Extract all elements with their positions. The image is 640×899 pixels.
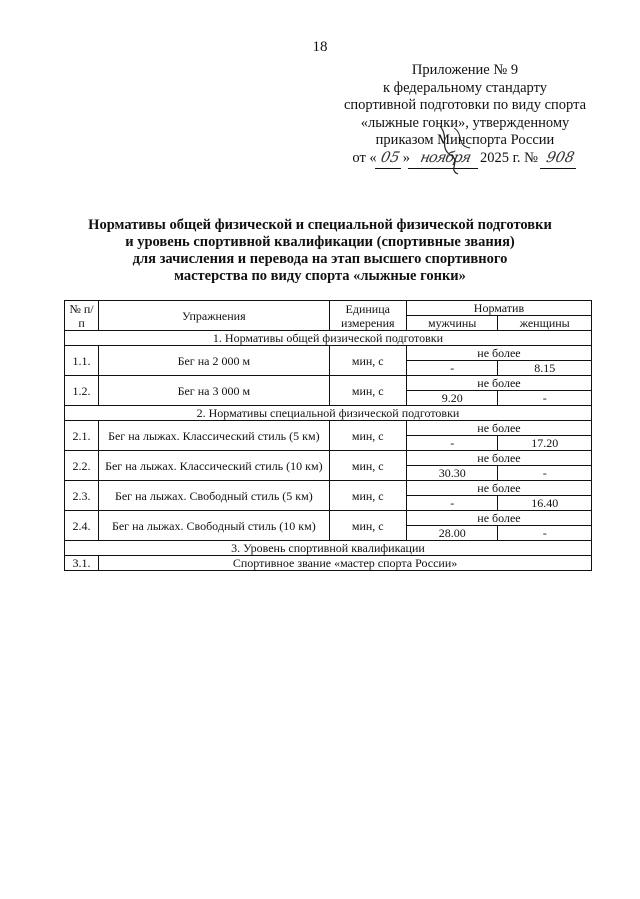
section-title: 1. Нормативы общей физической подготовки — [65, 331, 592, 346]
date-mid: » — [402, 149, 410, 166]
row-exercise: Бег на лыжах. Классический стиль (10 км) — [99, 451, 329, 481]
row-women-value: - — [498, 391, 592, 406]
handwritten-month: ноября — [408, 150, 482, 169]
section-title: 2. Нормативы специальной физической подготовки — [65, 406, 592, 421]
date-year: 2025 г. № — [479, 149, 538, 166]
row-unit: мин, с — [329, 346, 406, 376]
row-women-value: 16.40 — [498, 496, 592, 511]
row-women-value: - — [498, 526, 592, 541]
row-women-value: 17.20 — [498, 436, 592, 451]
signature-scribble — [430, 118, 500, 178]
header-exercise: Упражнения — [99, 301, 329, 331]
row-exercise: Спортивное звание «мастер спорта России» — [99, 556, 592, 571]
title-line: мастерства по виду спорта «лыжные гонки» — [174, 268, 466, 284]
appendix-line: Приложение № 9 — [411, 62, 519, 78]
row-women-value: 8.15 — [498, 361, 592, 376]
document-title — [60, 217, 580, 285]
row-unit: мин, с — [329, 451, 406, 481]
row-limit: не более — [406, 376, 591, 391]
header-women: женщины — [498, 316, 592, 331]
row-men-value: 30.30 — [406, 466, 498, 481]
row-limit: не более — [406, 481, 591, 496]
row-exercise: Бег на лыжах. Свободный стиль (5 км) — [99, 481, 329, 511]
row-unit: мин, с — [329, 511, 406, 541]
row-men-value: - — [406, 436, 498, 451]
row-men-value: - — [406, 361, 498, 376]
row-exercise: Бег на 2 000 м — [99, 346, 329, 376]
appendix-line: к федеральному стандарту — [383, 79, 547, 96]
row-num: 2.2. — [65, 451, 99, 481]
section-title: 3. Уровень спортивной квалификации — [65, 541, 592, 556]
row-limit: не более — [406, 346, 591, 361]
row-men-value: - — [406, 496, 498, 511]
row-limit: не более — [406, 451, 591, 466]
row-unit: мин, с — [329, 421, 406, 451]
norms-table — [64, 300, 592, 571]
row-men-value: 9.20 — [406, 391, 498, 406]
row-women-value: - — [498, 466, 592, 481]
handwritten-day: 05 — [375, 150, 405, 169]
title-line: и уровень спортивной квалификации (спортивные звания) — [125, 234, 515, 250]
header-norm: Норматив — [406, 301, 591, 316]
handwritten-order-number: 908 — [540, 150, 580, 169]
row-exercise: Бег на лыжах. Свободный стиль (10 км) — [99, 511, 329, 541]
row-unit: мин, с — [329, 481, 406, 511]
row-unit: мин, с — [329, 376, 406, 406]
date-prefix: от « — [352, 149, 377, 166]
appendix-line: спортивной подготовки по виду спорта — [343, 97, 587, 113]
title-line: Нормативы общей физической и специальной физической подготовки — [88, 217, 552, 233]
row-exercise: Бег на 3 000 м — [99, 376, 329, 406]
row-num: 2.1. — [65, 421, 99, 451]
title-line: для зачисления и перевода на этап высшего спортивного — [132, 251, 508, 267]
row-num: 1.1. — [65, 346, 99, 376]
row-limit: не более — [406, 421, 591, 436]
row-num: 2.3. — [65, 481, 99, 511]
row-num: 3.1. — [65, 556, 99, 571]
row-exercise: Бег на лыжах. Классический стиль (5 км) — [99, 421, 329, 451]
header-men: мужчины — [406, 316, 498, 331]
page-number: 18 — [312, 39, 328, 55]
appendix-line: приказом Минспорта России — [375, 132, 555, 148]
row-limit: не более — [406, 511, 591, 526]
row-num: 1.2. — [65, 376, 99, 406]
header-num: № п/п — [65, 301, 99, 331]
appendix-line: «лыжные гонки», утвержденному — [360, 114, 570, 131]
row-num: 2.4. — [65, 511, 99, 541]
header-unit: Единица измерения — [329, 301, 406, 331]
row-men-value: 28.00 — [406, 526, 498, 541]
